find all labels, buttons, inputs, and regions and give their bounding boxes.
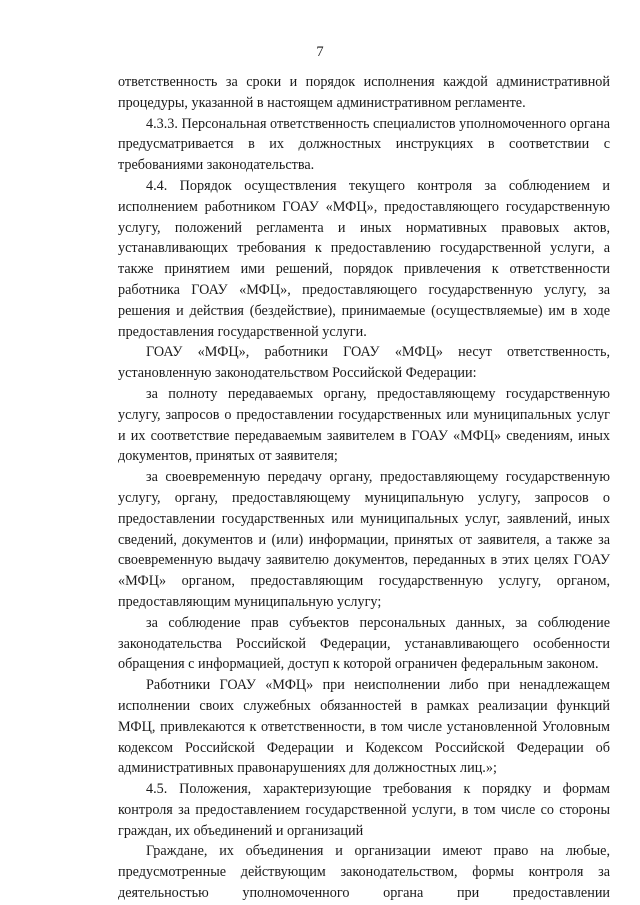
- document-body: [118, 72, 610, 904]
- paragraph-timely-transfer: за своевременную передачу органу, предоставляющему государственную услугу, органу, предоставляющему муниципальную услугу, запросов о предоставлении государственных или муниципальных услуг, заявлений, иных сведений, документов и (или) информации, принятых от заявителя, а также за своевременную выдачу заявителю документов, переданных в этих целях ГОАУ «МФЦ» органом, предоставляющим государственную услугу, органом, предоставляющим муниципальную услугу;: [118, 469, 610, 610]
- paragraph-citizens-control: Граждане, их объединения и организации имеют право на любые, предусмотренные действующим законодательством, формы контроля за деятельностью уполномоченного органа при предоставлении: [118, 843, 610, 902]
- paragraph-completeness: за полноту передаваемых органу, предоставляющему государственную услугу, запросов о предоставлении государственных или муниципальных услуг и их соответствие передаваемым заявителем в ГОАУ «МФЦ» сведениям, иных документов, принятых от заявителя;: [118, 385, 610, 465]
- paragraph-continuation: ответственность за сроки и порядок исполнения каждой административной процедуры, указанной в настоящем административном регламенте.: [118, 74, 610, 111]
- paragraph-employees-liability: Работники ГОАУ «МФЦ» при неисполнении либо при ненадлежащем исполнении своих служебных обязанностей в рамках реализации функций МФЦ, привлекаются к ответственности, в том числе установленной Уголовным кодексом Российской Федерации и Кодексом Российской Федерации об административных правонарушениях для должностных лиц.»;: [118, 677, 610, 777]
- paragraph-mfc-responsibility: ГОАУ «МФЦ», работники ГОАУ «МФЦ» несут ответственность, установленную законодательством Российской Федерации:: [118, 344, 610, 382]
- page-number: 7: [316, 44, 324, 60]
- paragraph-personal-data: за соблюдение прав субъектов персональных данных, за соблюдение законодательства Российской Федерации, устанавливающего особенности обращения с информацией, доступ к которой ограничен федеральным законом.: [118, 614, 610, 673]
- paragraph-4-3-3: 4.3.3. Персональная ответственность специалистов уполномоченного органа предусматривается в их должностных инструкциях в соответствии с требованиями законодательства.: [118, 115, 610, 174]
- paragraph-4-5: 4.5. Положения, характеризующие требования к порядку и формам контроля за предоставлением государственной услуги, в том числе со стороны граждан, их объединений и организаций: [118, 781, 610, 839]
- paragraph-4-4: 4.4. Порядок осуществления текущего контроля за соблюдением и исполнением работником ГОАУ «МФЦ», предоставляющего государственную услугу, положений регламента и иных нормативных правовых актов, устанавливающих требования к предоставлению государственной услуги, а также принятием ими решений, порядок привлечения к ответственности работника ГОАУ «МФЦ», предоставляющего государственную услугу, за решения и действия (бездействие), принимаемые (осуществляемые) им в ходе предоставления государственной услуги.: [118, 177, 610, 340]
